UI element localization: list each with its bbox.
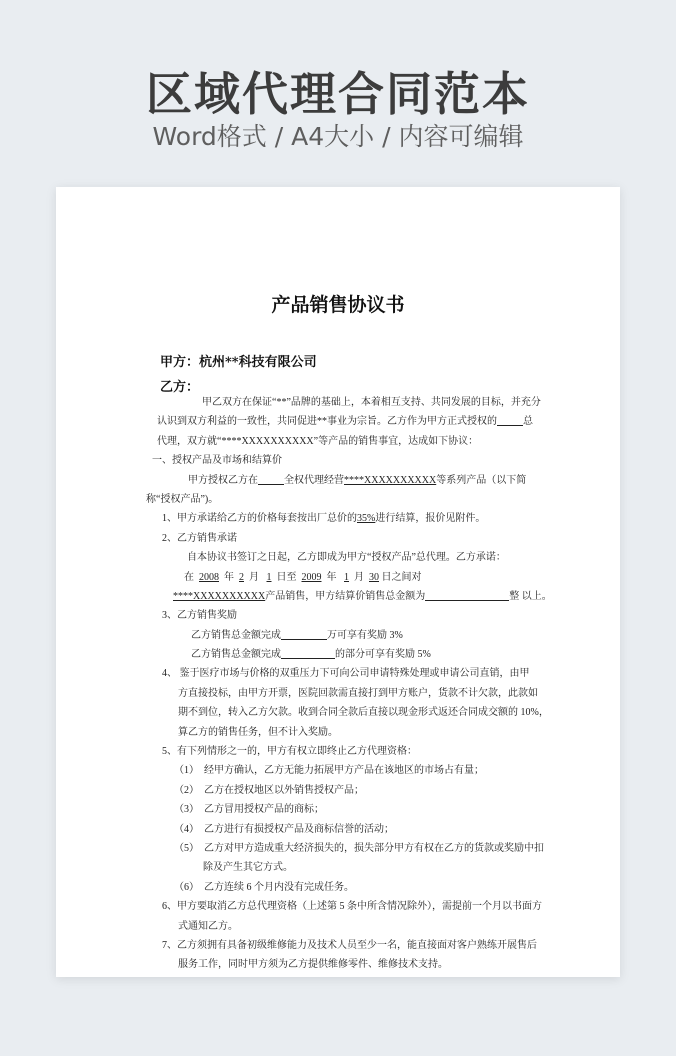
product-code: ****XXXXXXXXXX — [344, 474, 437, 486]
item-5-heading: 5、有下列情形之一的，甲方有权立即终止乙方代理资格： — [162, 746, 417, 758]
blank-field — [281, 646, 335, 659]
intro-line-3: 代理，双方就“****XXXXXXXXXX”等产品的销售事宜，达成如下协议： — [157, 435, 479, 447]
blank-field — [258, 472, 284, 485]
blank-field — [425, 588, 509, 601]
item-3-line-2: 乙方销售总金额完成 的部分可享有奖励 5% — [56, 645, 620, 664]
item-6-line-1: 6、甲方要取消乙方总代理资格（上述第 5 条中所含情况除外），需提前一个月以书面方 — [162, 901, 542, 913]
item-2-date-range: 在 2008 年 2 月 1 日至 2009 年 1 月 30 日之间对 — [184, 571, 422, 583]
party-a-line: 甲方：杭州**科技有限公司 — [160, 355, 317, 370]
start-month: 2 — [239, 571, 244, 583]
document-title: 产品销售协议书 — [271, 294, 405, 316]
item-3-line-1: 乙方销售总金额完成 万可享有奖励 3% — [56, 626, 620, 645]
item-2-heading: 2、乙方销售承诺 — [162, 532, 237, 544]
item-7-line-1: 7、乙方须拥有具备初级维修能力及技术人员至少一名，能直接面对客户熟练开展售后 — [162, 939, 537, 951]
product-code: ****XXXXXXXXXX — [173, 590, 266, 602]
item-1: 1、甲方承诺给乙方的价格每套按出厂总价的35%进行结算，报价见附件。 — [162, 513, 486, 525]
section-1-line-1: 甲方授权乙方在 全权代理经营****XXXXXXXXXX等系列产品（以下简 — [56, 471, 620, 490]
item-5-sub-4: （4） 乙方进行有损授权产品及商标信誉的活动； — [174, 823, 394, 835]
item-4-line-1: 4、 鉴于医疗市场与价格的双重压力下可向公司申请特殊处理或申请公司直销，由甲 — [162, 668, 530, 680]
blank-field — [497, 413, 523, 426]
item-5-sub-2: （2） 乙方在授权地区以外销售授权产品； — [174, 784, 364, 796]
end-day: 30 — [369, 571, 379, 583]
section-1-heading: 一、授权产品及市场和结算价 — [152, 455, 282, 467]
item-6-line-2: 式通知乙方。 — [178, 920, 238, 932]
end-year: 2009 — [301, 571, 322, 583]
item-2-line-3: ****XXXXXXXXXX产品销售，甲方结算价销售总金额为 整 以上。 — [56, 587, 620, 606]
document-body — [56, 393, 620, 975]
banner-title: 区域代理合同范本 — [146, 67, 530, 121]
start-day: 1 — [266, 571, 272, 583]
item-4-line-4: 算乙方的销售任务，但不计入奖励。 — [178, 726, 338, 738]
item-2-line-1: 自本协议书签订之日起，乙方即成为甲方“授权产品”总代理。乙方承诺： — [187, 552, 506, 564]
item-7-line-2: 服务工作，同时甲方须为乙方提供维修零件、维修技术支持。 — [178, 959, 448, 971]
item-3-heading: 3、乙方销售奖励 — [162, 610, 237, 622]
document-page — [56, 187, 620, 977]
item-5-sub-5-cont: 除及产生其它方式。 — [203, 862, 293, 874]
item-4-line-3: 期不到位，转入乙方欠款。收到合同全款后直接以现金形式返还合同成交额的 10%， — [178, 707, 549, 719]
item-5-sub-5: （5） 乙方对甲方造成重大经济损失的，损失部分甲方有权在乙方的货款或奖励中扣 — [174, 842, 544, 854]
blank-field — [281, 627, 327, 640]
item-5-sub-6: （6） 乙方连续 6 个月内没有完成任务。 — [174, 881, 354, 893]
intro-line-1: 甲乙双方在保证“**”品牌的基础上，本着相互支持、共同发展的目标，并充分 — [202, 397, 541, 408]
banner-subtitle: Word格式 / A4大小 / 内容可编辑 — [152, 122, 524, 151]
start-year: 2008 — [199, 571, 219, 583]
item-4-line-2: 方直接投标，由甲方开票，医院回款需直接打到甲方账户，货款不计欠款，此款如 — [178, 687, 538, 699]
item-5-sub-3: （3） 乙方冒用授权产品的商标； — [174, 804, 324, 816]
intro-line-2: 认识到双方利益的一致性，共同促进**事业为宗旨。乙方作为甲方正式授权的 总 — [56, 412, 620, 431]
item-5-sub-1: （1） 经甲方确认，乙方无能力拓展甲方产品在该地区的市场占有量； — [174, 765, 484, 777]
party-b-line: 乙方： — [160, 380, 200, 395]
end-month: 1 — [344, 571, 349, 583]
price-percent: 35% — [357, 513, 376, 525]
section-1-line-2: 称“授权产品”)。 — [146, 493, 219, 505]
